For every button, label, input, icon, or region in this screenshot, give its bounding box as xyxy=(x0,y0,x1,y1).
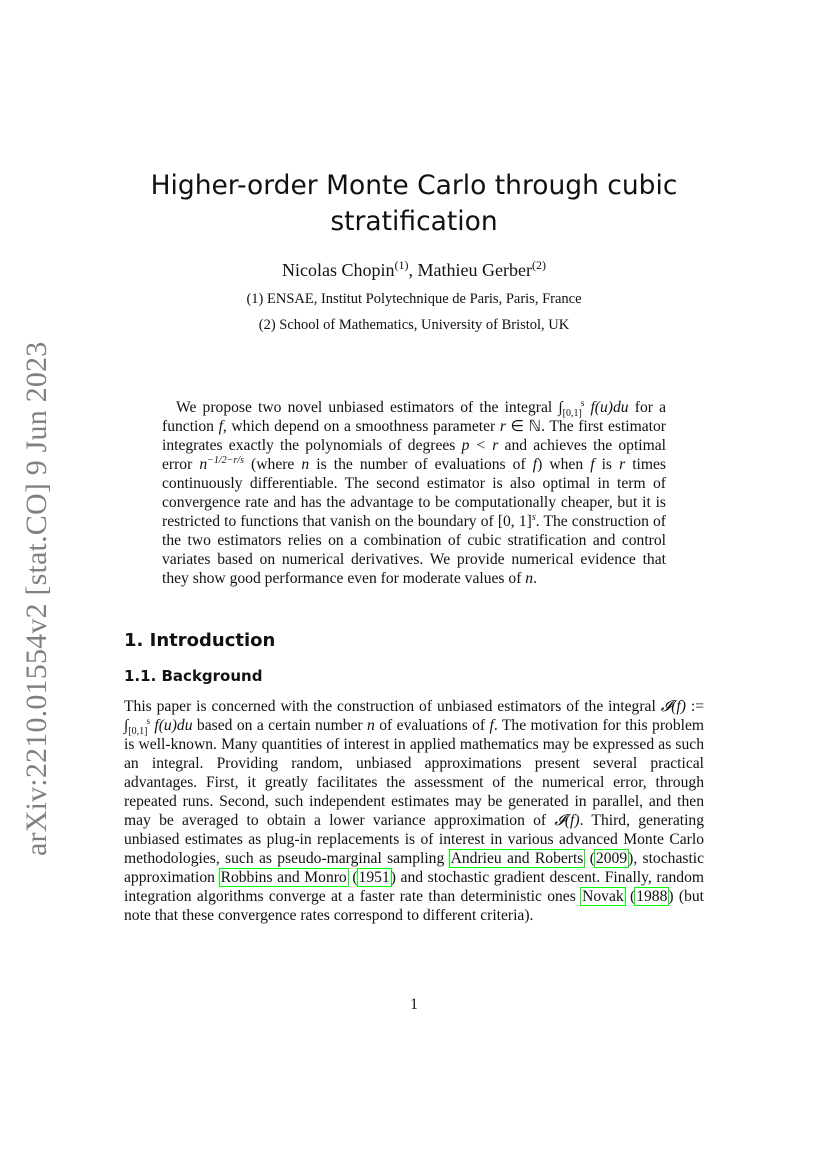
math-f: f xyxy=(590,456,595,473)
author-2: , Mathieu Gerber xyxy=(408,260,532,280)
citation-year-link-1988[interactable]: 1988 xyxy=(636,888,668,905)
affiliation-2: (2) School of Mathematics, University of Bristol, UK xyxy=(258,317,570,333)
citation-link-novak[interactable]: Novak xyxy=(582,888,624,905)
math-n: n xyxy=(525,570,534,587)
citation-year-link-2009[interactable]: 2009 xyxy=(595,850,628,867)
section-heading-introduction: 1. Introduction xyxy=(124,630,276,651)
integral-domain: [0,1] xyxy=(562,408,582,420)
integrand: f(u)du xyxy=(584,399,629,416)
author-1-affiliation-mark: (1) xyxy=(394,258,409,272)
intro-text: . Third, generating unbiased estimates as plug-in replacements is of interest in various advanced Monte Carlo methodologies, such as pseudo-marginal sampling xyxy=(124,812,705,867)
math-r: r xyxy=(499,418,506,435)
author-list xyxy=(100,260,728,281)
citation-link-andrieu-roberts[interactable]: Andrieu and Roberts xyxy=(450,850,584,867)
abstract-text: is the number of evaluations of xyxy=(309,456,533,473)
abstract-text: (where xyxy=(244,456,302,473)
math-s: s xyxy=(531,511,536,523)
author-2-affiliation-mark: (2) xyxy=(531,258,546,272)
intro-text: (but note that these convergence rates correspond to different criteria). xyxy=(124,888,704,924)
abstract-text: We propose two novel unbiased estimators of the integral xyxy=(176,399,559,416)
title-line-2: stratification xyxy=(330,206,498,237)
page-number: 1 xyxy=(410,996,418,1013)
abstract xyxy=(162,398,666,588)
integrand: f(u)du xyxy=(149,717,193,734)
arxiv-identifier-stamp: arXiv:2210.01554v2 [stat.CO] 9 Jun 2023 xyxy=(20,341,53,856)
intro-text: and stochastic gradient descent. Finally, random integration algorithms converge at a faster rate than deterministic ones xyxy=(124,869,705,905)
affiliation-1: (1) ENSAE, Institut Polytechnique de Paris, Paris, France xyxy=(246,291,582,307)
error-exponent: −1/2−r/s xyxy=(207,454,244,466)
math-f: f xyxy=(489,717,494,734)
abstract-text: is xyxy=(594,456,620,473)
intro-text: based on a certain number xyxy=(192,717,368,734)
subsection-heading-background: 1.1. Background xyxy=(124,667,263,685)
abstract-text: . xyxy=(533,570,537,587)
intro-paragraph: This paper is concerned with the construction of unbiased estimators of the integral 𝓘(f) := $\int_{[0,1]}^s$ f(u)du based on a certain number n of evaluations of f. The motivation for this problem is well-known. Many quantities of interest in applied mathematics may be expressed as such an integral. Providing random, unbiased approximations present several practical advantages. First, it greatly facilitates the assessment of the numerical error, through repeated runs. Second, such independent estimates may be generated in parallel, and then may be averaged to obtain a lower variance approximation of 𝓘(f). Third, generating unbiased estimates as plug-in replacements is of interest in various advanced Monte Carlo methodologies, such as pseudo-marginal sampling Andrieu and Roberts (2009), stochastic approximation Robbins and Monro (1951) and stochastic gradient descent. Finally, random integration algorithms converge at a faster rate than deterministic ones Novak (1988) (but note that these convergence rates correspond to different criteria). xyxy=(124,698,705,924)
integral-dimension: s xyxy=(580,397,585,408)
math-integral-I: 𝓘(f) xyxy=(554,812,580,829)
author-1: Nicolas Chopin xyxy=(282,260,395,280)
abstract-text: , which depend on a smoothness parameter xyxy=(222,418,500,435)
citation-link-robbins-monro[interactable]: Robbins and Monro xyxy=(220,869,347,886)
math-n: n xyxy=(301,456,310,473)
abstract-text: . The construction of the two estimators relies on a combination of cubic stratification and control variates based on numerical derivatives. We provide numerical evidence that they show good performance even for moderate values of xyxy=(162,513,666,587)
math-n: n xyxy=(199,456,208,473)
abstract-text: and achieves the optimal error xyxy=(162,437,667,473)
paper-title xyxy=(100,168,728,240)
title-line-1: Higher-order Monte Carlo through cubic xyxy=(150,170,678,201)
math-r: r xyxy=(619,456,626,473)
math-p-lt-r: p < r xyxy=(461,437,499,454)
abstract-text: ) when xyxy=(537,456,591,473)
integral-dimension: s xyxy=(146,715,150,726)
citation-year-link-1951[interactable]: 1951 xyxy=(358,869,390,886)
abstract-text: times continuously differentiable. The second estimator is also optimal in term of convergence rate and has the advantage to be computationally cheaper, but it is restricted to functions that vanish on the boundary of [0, 1] xyxy=(162,456,666,530)
math-f: f xyxy=(532,456,538,473)
abstract-text: for a function xyxy=(162,399,666,435)
math-f: f xyxy=(218,418,223,435)
math-n: n xyxy=(367,717,375,734)
math-def: := xyxy=(685,698,704,715)
intro-text: , stochastic approximation xyxy=(124,850,705,886)
abstract-text: . The first estimator integrates exactly the polynomials of degrees xyxy=(162,418,666,454)
intro-text: This paper is concerned with the construction of unbiased estimators of the integral xyxy=(124,698,661,715)
intro-text: of evaluations of xyxy=(374,717,490,734)
math-in-naturals: ∈ ℕ xyxy=(505,418,542,435)
intro-text: . The motivation for this problem is well-known. Many quantities of interest in applied mathematics may be expressed as such an integral. Providing random, unbiased approximations present several practical advantages. First, it greatly facilitates the assessment of the numerical error, through repeated runs. Second, such independent estimates may be generated in parallel, and then may be averaged to obtain a lower variance approximation of xyxy=(124,717,705,829)
integral-sign: $\int_{[0,1]}^s$ xyxy=(558,397,585,420)
integral-sign: $\int_{[0,1]}^s$ xyxy=(124,715,150,738)
math-integral-I: 𝓘(f) xyxy=(660,698,686,715)
integral-domain: [0,1] xyxy=(128,726,148,738)
